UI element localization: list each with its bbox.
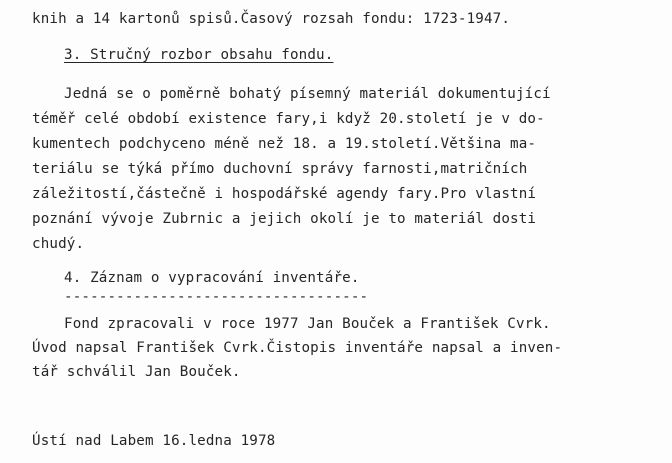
text-line: Fond zpracovali v roce 1977 Jan Bouček a František Cvrk.	[64, 316, 551, 332]
text-line: knih a 14 kartonů spisů.Časový rozsah fondu: 1723-1947.	[32, 11, 511, 27]
text-line: Úvod napsal František Cvrk.Čistopis inventáře napsal a inven-	[32, 340, 563, 356]
text-line: teriálu se týká přímo duchovní správy farnosti,matričních	[32, 161, 528, 177]
text-line: Jedná se o poměrně bohatý písemný materiál dokumentující	[64, 86, 551, 102]
section-heading: 4. Záznam o vypracování inventáře.	[64, 270, 360, 286]
text-line: tář schválil Jan Bouček.	[32, 364, 241, 380]
text-line: chudý.	[32, 236, 85, 252]
text-line: kumentech podchyceno méně než 18. a 19.století.Většina ma-	[32, 136, 537, 152]
text-line: poznání vývoje Zubrnic a jejich okolí je to materiál dosti	[32, 211, 537, 227]
dashed-underline: -----------------------------------	[64, 289, 369, 305]
text-line: téměř celé období existence fary,i když 20.století je v do-	[32, 111, 545, 127]
text-line: záležitostí,částečně i hospodářské agendy fary.Pro vlastní	[32, 186, 537, 202]
section-heading: 3. Stručný rozbor obsahu fondu.	[64, 47, 334, 63]
place-date-line: Ústí nad Labem 16.ledna 1978	[32, 433, 276, 449]
